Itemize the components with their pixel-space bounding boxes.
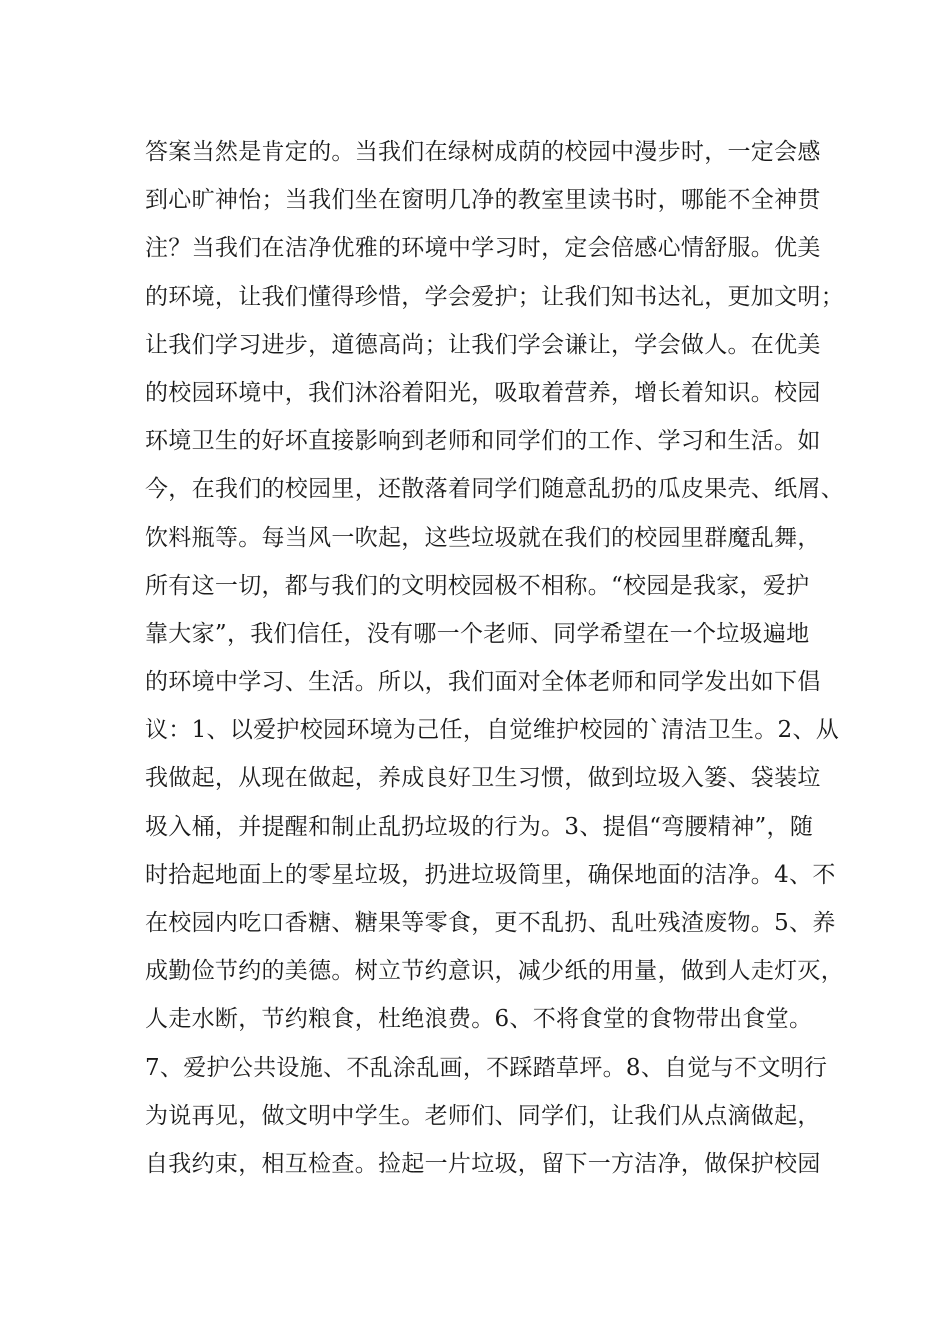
text-line: 人走水断，节约粮食，杜绝浪费。6、不将食堂的食物带出食堂。: [145, 1006, 813, 1033]
text-line: 的环境中学习、生活。所以，我们面对全体老师和同学发出如下倡: [145, 669, 821, 696]
text-line: 时拾起地面上的零星垃圾，扔进垃圾筒里，确保地面的洁净。4、不: [145, 861, 836, 888]
text-line: 在校园内吃口香糖、糖果等零食，更不乱扔、乱吐残渣废物。5、养: [145, 910, 836, 936]
text-line: 我做起，从现在做起，养成良好卫生习惯，做到垃圾入篓、袋装垃: [145, 765, 821, 792]
text-line: 注？当我们在洁净优雅的环境中学习时，定会倍感心情舒服。优美: [145, 235, 821, 262]
text-line: 的环境，让我们懂得珍惜，学会爱护；让我们知书达礼，更加文明；: [145, 283, 844, 310]
text-line: 成勤俭节约的美德。树立节约意识，减少纸的用量，做到人走灯灭，: [145, 958, 844, 985]
text-line: 议：1、以爱护校园环境为己任，自觉维护校园的`清洁卫生。2、从: [145, 717, 840, 744]
text-line: 环境卫生的好坏直接影响到老师和同学们的工作、学习和生活。如: [145, 428, 821, 455]
text-line: 答案当然是肯定的。当我们在绿树成荫的校园中漫步时，一定会感: [145, 139, 821, 165]
text-line: 自我约束，相互检查。捡起一片垃圾，留下一方洁净，做保护校园: [145, 1150, 821, 1177]
text-line: 今，在我们的校园里，还散落着同学们随意乱扔的瓜皮果壳、纸屑、: [145, 476, 844, 503]
body-text: [145, 128, 844, 1188]
text-line: 让我们学习进步，道德高尚；让我们学会谦让，学会做人。在优美: [145, 331, 821, 358]
text-line: 的校园环境中，我们沐浴着阳光，吸取着营养，增长着知识。校园: [145, 379, 821, 406]
text-line: 圾入桶，并提醒和制止乱扔垃圾的行为。3、提倡“弯腰精神”，随: [145, 813, 814, 840]
text-line: 所有这一切，都与我们的文明校园极不相称。“校园是我家，爱护: [145, 572, 810, 599]
text-line: 靠大家”，我们信任，没有哪一个老师、同学希望在一个垃圾遍地: [145, 620, 810, 647]
text-line: 为说再见，做文明中学生。老师们、同学们，让我们从点滴做起，: [145, 1102, 821, 1129]
text-line: 到心旷神怡；当我们坐在窗明几净的教室里读书时，哪能不全神贯: [145, 187, 821, 214]
text-line: 饮料瓶等。每当风一吹起，这些垃圾就在我们的校园里群魔乱舞，: [145, 524, 821, 551]
text-line: 7、爱护公共设施、不乱涂乱画，不踩踏草坪。8、自觉与不文明行: [145, 1054, 828, 1081]
